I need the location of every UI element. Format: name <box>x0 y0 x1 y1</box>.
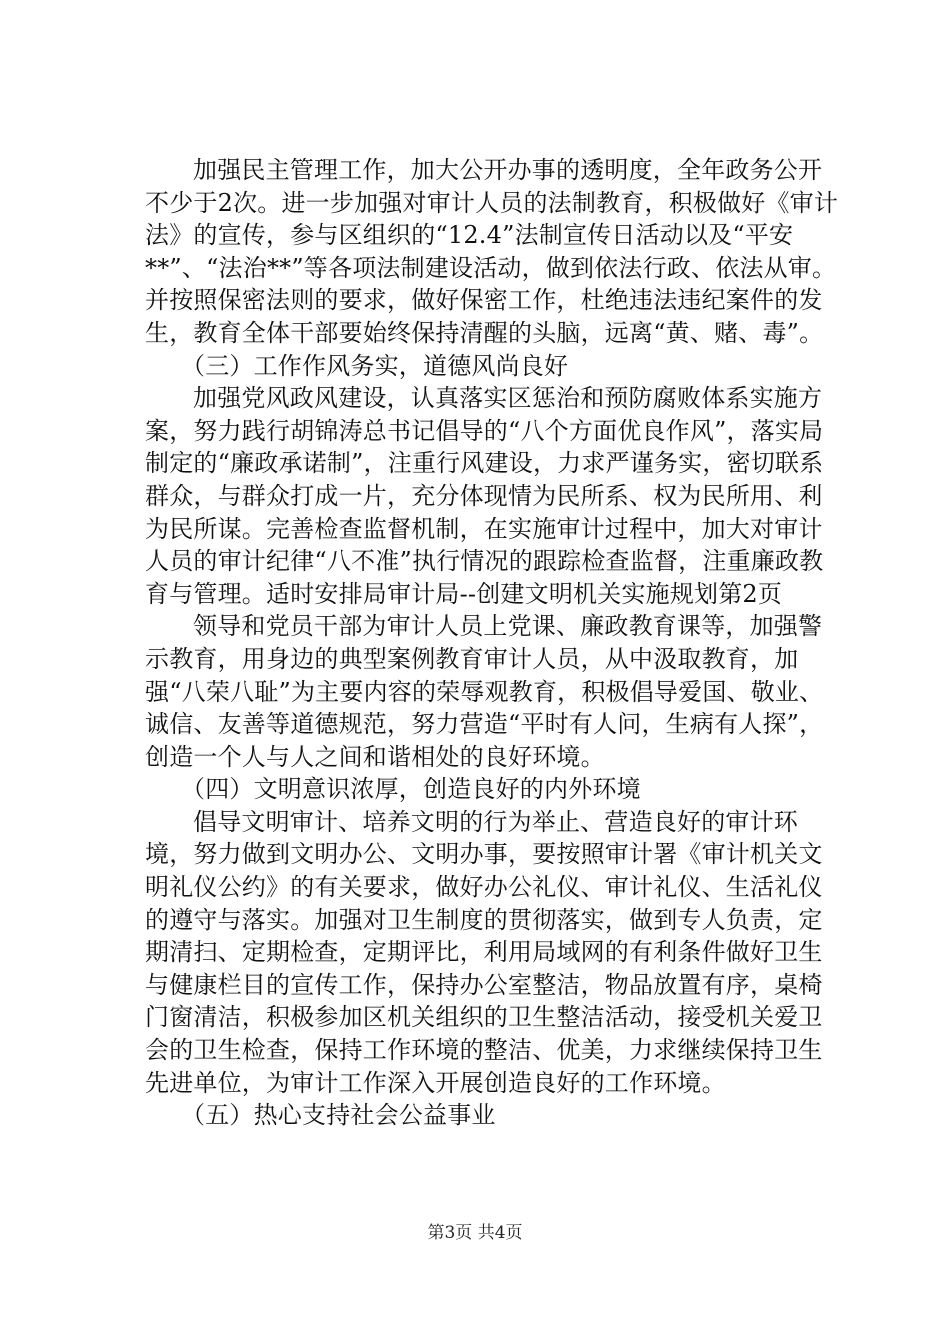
section-heading-3: （三）工作作风务实，道德风尚良好 <box>181 351 569 380</box>
paragraph-leadership-education: 领导和党员干部为审计人员上党课、廉政教育课等，加强警示教育，用身边的典型案例教育审计人员，从中汲取教育，加强“八荣八耻”为主要内容的荣辱观教育，积极倡导爱国、敬业、诚信、友善等道德规范，努力营造“平时有人问，生病有人探”，创造一个人与人之间和谐相处的良好环境。 <box>145 612 824 771</box>
section-heading-5: （五）热心支持社会公益事业 <box>181 1101 496 1130</box>
page-footer: 第3页 共4页 <box>427 1223 523 1243</box>
paragraph-democratic-management: 加强民主管理工作，加大公开办事的透明度，全年政务公开不少于2次。进一步加强对审计人员的法制教育，积极做好《审计法》的宣传，参与区组织的“12.4”法制宣传日活动以及“平安**”、“法治**”等各项法制建设活动，做到依法行政、依法从审。并按照保密法则的要求，做好保密工作，杜绝违法违纪案件的发生，教育全体干部要始终保持清醒的头脑，远离“黄、赌、毒”。 <box>145 156 839 347</box>
paragraph-civilized-audit: 倡导文明审计、培养文明的行为举止、营造良好的审计环境，努力做到文明办公、文明办事，要按照审计署《审计机关文明礼仪公约》的有关要求，做好办公礼仪、审计礼仪、生活礼仪的遵守与落实。加强对卫生制度的贯彻落实，做到专人负责，定期清扫、定期检查，定期评比，利用局域网的有利条件做好卫生与健康栏目的宣传工作，保持办公室整洁，物品放置有序，桌椅门窗清洁，积极参加区机关组织的卫生整洁活动，接受机关爱卫会的卫生检查，保持工作环境的整洁、优美，力求继续保持卫生先进单位，为审计工作深入开展创造良好的工作环境。 <box>145 807 823 1097</box>
section-heading-4: （四）文明意识浓厚，创造良好的内外环境 <box>181 775 641 804</box>
document-body <box>145 154 845 1132</box>
paragraph-party-style: 加强党风政风建设，认真落实区惩治和预防腐败体系实施方案，努力践行胡锦涛总书记倡导的“八个方面优良作风”，落实局制定的“廉政承诺制”，注重行风建设，力求严谨务实，密切联系群众，与群众打成一片，充分体现情为民所系、权为民所用、利为民所谋。完善检查监督机制，在实施审计过程中，加大对审计人员的审计纪律“八不准”执行情况的跟踪检查监督，注重廉政教育与管理。适时安排局审计局--创建文明机关实施规划第2页 <box>145 384 824 608</box>
